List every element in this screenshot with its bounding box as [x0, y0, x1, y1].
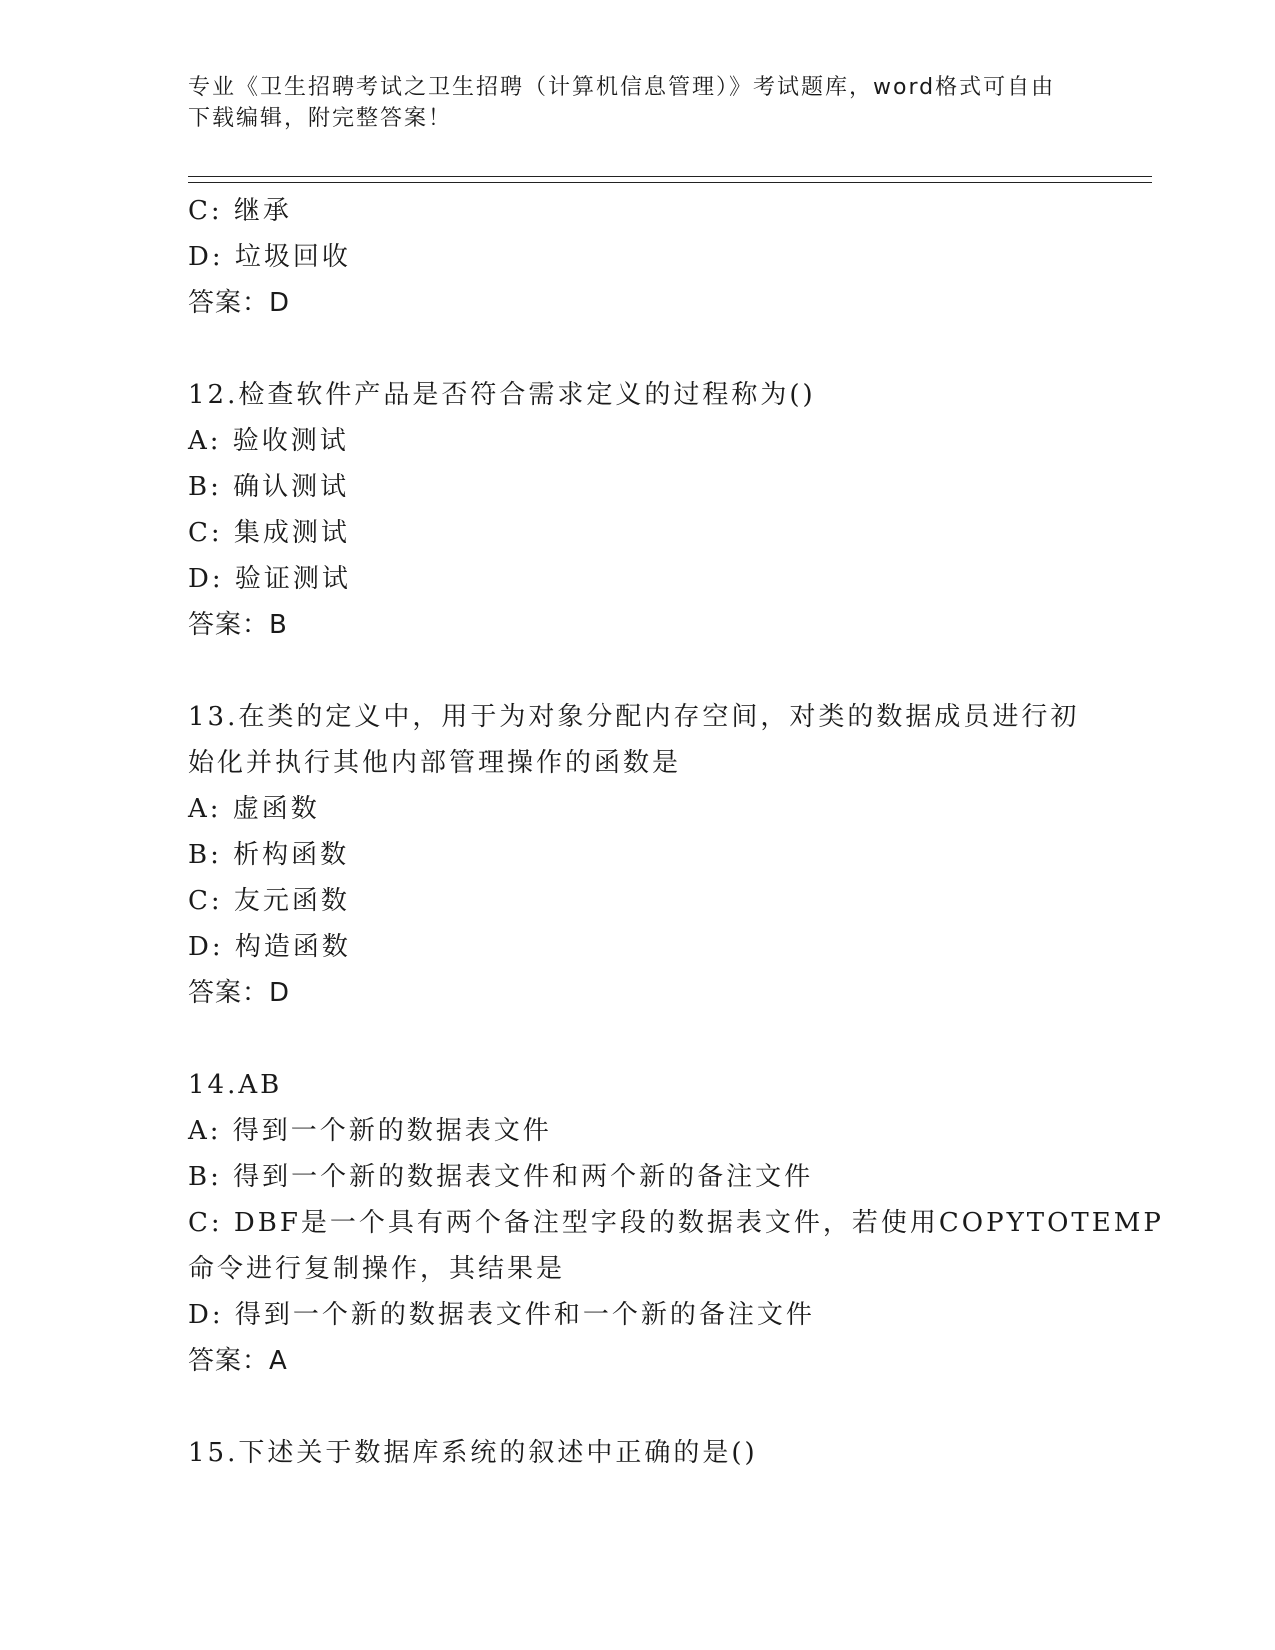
question-15: [188, 1430, 1088, 1476]
question-stem: 15.下述关于数据库系统的叙述中正确的是(): [188, 1438, 758, 1468]
option-b: B: 得到一个新的数据表文件和两个新的备注文件: [188, 1162, 814, 1192]
header-divider-top: [188, 176, 1152, 177]
option-a: A: 验收测试: [188, 426, 349, 456]
answer-line: 答案：B: [188, 610, 288, 640]
option-b: B: 确认测试: [188, 472, 350, 502]
answer-line: 答案：A: [188, 1346, 288, 1376]
question-14: [188, 1062, 1164, 1384]
header-divider-bottom: [188, 182, 1152, 183]
option-c: C: 集成测试: [188, 518, 350, 548]
question-11-remainder: [188, 188, 1088, 326]
spacer: [188, 648, 1088, 694]
option-d: D: 得到一个新的数据表文件和一个新的备注文件: [188, 1300, 815, 1330]
question-stem-line-2: 始化并执行其他内部管理操作的函数是: [188, 748, 682, 778]
option-a: A: 虚函数: [188, 794, 320, 824]
question-list: [188, 188, 1164, 1476]
question-12: [188, 372, 1088, 648]
option-c-line-2: 命令进行复制操作，其结果是: [188, 1254, 566, 1284]
answer-line: 答案：D: [188, 978, 291, 1008]
option-a: A: 得到一个新的数据表文件: [188, 1116, 552, 1146]
spacer: [188, 1016, 1088, 1062]
option-b: B: 析构函数: [188, 840, 350, 870]
spacer: [188, 326, 1088, 372]
option-d: D: 垃圾回收: [188, 242, 351, 272]
question-13: [188, 694, 1088, 1016]
question-stem: 14.AB: [188, 1070, 283, 1100]
option-c-line-1: C: DBF是一个具有两个备注型字段的数据表文件，若使用COPYTOTEMP: [188, 1208, 1164, 1238]
option-c: C: 友元函数: [188, 886, 350, 916]
question-stem-line-1: 13.在类的定义中，用于为对象分配内存空间，对类的数据成员进行初: [188, 702, 1080, 732]
option-c: C: 继承: [188, 196, 292, 226]
question-stem: 12.检查软件产品是否符合需求定义的过程称为(): [188, 380, 816, 410]
document-header: 专业《卫生招聘考试之卫生招聘（计算机信息管理）》考试题库，word格式可自由下载编辑，附完整答案！: [188, 75, 1056, 131]
option-d: D: 构造函数: [188, 932, 351, 962]
option-d: D: 验证测试: [188, 564, 351, 594]
answer-line: 答案：D: [188, 288, 291, 318]
spacer: [188, 1384, 1088, 1430]
